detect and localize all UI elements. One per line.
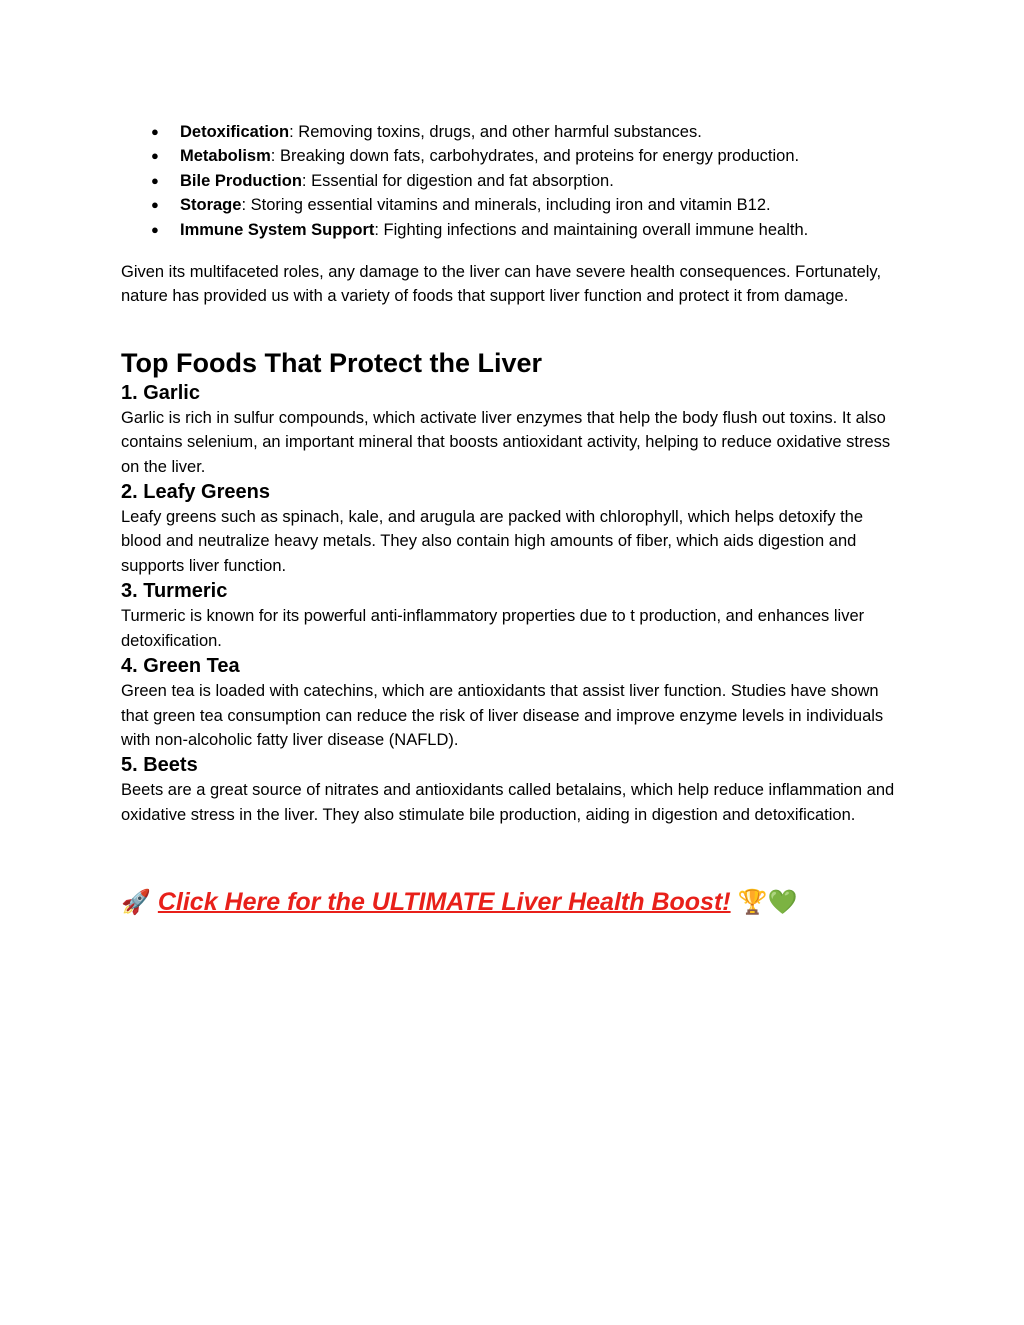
list-item-term: Bile Production — [180, 171, 302, 190]
section-text-beets: Beets are a great source of nitrates and antioxidants called betalains, which help reduce inflammation and oxidative stress in the liver. They also stimulate bile production, aiding in digestion and detoxification. — [121, 781, 895, 824]
cta-line — [121, 885, 903, 920]
list-item-desc: : Removing toxins, drugs, and other harmful substances. — [289, 123, 702, 141]
cta-link[interactable]: Click Here for the ULTIMATE Liver Health Boost! — [157, 888, 731, 917]
list-item — [121, 144, 903, 168]
list-item-desc: : Breaking down fats, carbohydrates, and proteins for energy production. — [270, 147, 800, 166]
rocket-icon: 🚀 — [121, 889, 151, 917]
list-item-desc: : Fighting infections and maintaining overall immune health. — [374, 220, 809, 239]
section-text-leafy-greens: Leafy greens such as spinach, kale, and arugula are packed with chlorophyll, which helps detoxify the blood and neutralize heavy metals. They also contain high amounts of fiber, which aids digestion and supports liver function. — [121, 508, 864, 575]
list-item-term: Detoxification — [180, 123, 290, 141]
green-heart-icon: 💚 — [767, 889, 798, 917]
bullet-icon: ● — [151, 172, 159, 188]
bullet-icon: ● — [151, 197, 159, 213]
section-text-garlic: Garlic is rich in sulfur compounds, which activate liver enzymes that help the body flush out toxins. It also contains selenium, an important mineral that boosts antioxidant activity, helping to reduce oxidative stress on the liver. — [121, 408, 891, 476]
section-heading-green-tea: 4. Green Tea — [121, 655, 240, 678]
intro-paragraph: Given its multifaceted roles, any damage to the liver can have severe health consequences. Fortunately, nature has provided us with a variety of foods that support liver function and protect it from damage. — [121, 263, 882, 306]
list-item — [121, 193, 903, 217]
list-item — [121, 218, 903, 242]
list-item-term: Metabolism — [180, 147, 271, 166]
main-heading: Top Foods That Protect the Liver — [121, 347, 543, 378]
liver-functions-list — [121, 120, 903, 242]
list-item-desc: : Essential for digestion and fat absorption. — [301, 171, 614, 190]
bullet-icon: ● — [151, 148, 159, 164]
section-heading-garlic: 1. Garlic — [121, 381, 200, 404]
section-text-green-tea: Green tea is loaded with catechins, which are antioxidants that assist liver function. Studies have shown that green tea consumption can reduce the risk of liver disease and improve enzyme levels in individuals with non-alcoholic fatty liver disease (NAFLD). — [121, 682, 884, 749]
list-item-desc: : Storing essential vitamins and minerals, including iron and vitamin B12. — [241, 196, 771, 215]
section-heading-beets: 5. Beets — [121, 754, 198, 777]
list-item-term: Storage — [180, 196, 242, 215]
section-text-turmeric: Turmeric is known for its powerful anti-inflammatory properties due to t production, and enhances liver detoxification. — [121, 607, 865, 650]
section-heading-turmeric: 3. Turmeric — [121, 580, 228, 603]
bullet-icon: ● — [151, 221, 159, 237]
list-item-term: Immune System Support — [180, 220, 375, 239]
list-item — [121, 120, 903, 144]
section-heading-leafy-greens: 2. Leafy Greens — [121, 481, 270, 504]
trophy-icon: 🏆 — [737, 889, 768, 917]
list-item — [121, 169, 903, 193]
bullet-icon: ● — [151, 124, 159, 139]
